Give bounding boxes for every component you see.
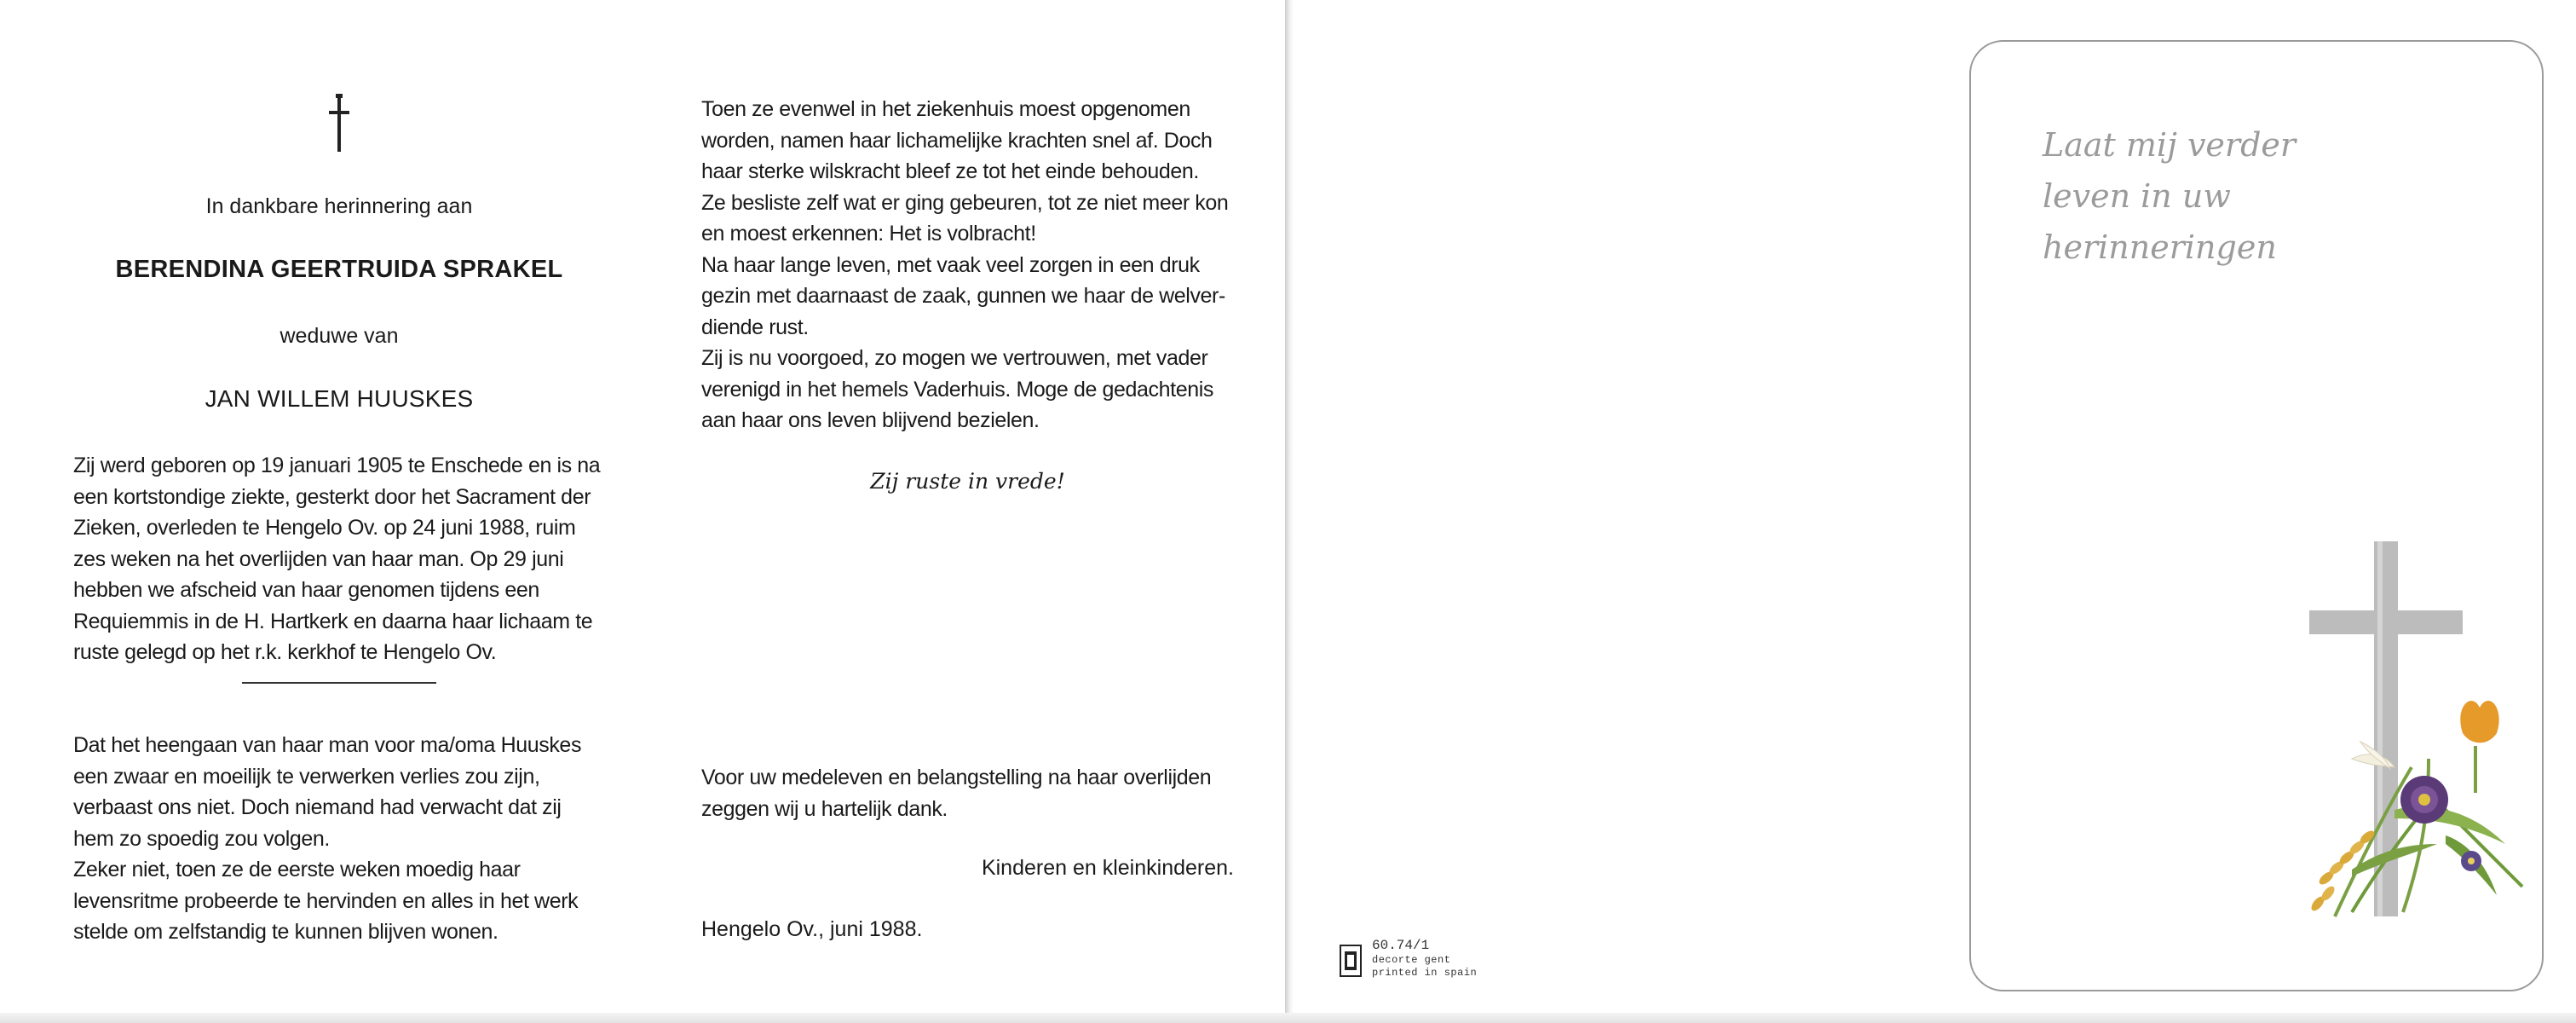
text-line: en moest erkennen: Het is volbracht! bbox=[701, 222, 1036, 246]
widow-label: weduwe van bbox=[279, 324, 399, 348]
verse-text bbox=[2043, 119, 2400, 273]
text-line: zes weken na het overlijden van haar man. Op 29 juni bbox=[73, 546, 564, 571]
text-line: Ze besliste zelf wat er ging gebeuren, tot ze niet meer kon bbox=[701, 190, 1229, 215]
memory-paragraph bbox=[73, 730, 605, 948]
text-line: een kortstondige ziekte, gesterkt door het Sacrament der bbox=[73, 484, 591, 509]
text-line: aan haar ons leven blijvend bezielen. bbox=[701, 408, 1040, 432]
text-line: haar sterke wilskracht bleef ze tot het einde behouden. bbox=[701, 159, 1199, 183]
thanks-paragraph bbox=[701, 762, 1234, 824]
text-line: gezin met daarnaast de zaak, gunnen we haar de welver- bbox=[701, 284, 1225, 308]
text-line: verbaast ons niet. Doch niemand had verwacht dat zij bbox=[73, 795, 562, 819]
biography-paragraph bbox=[73, 450, 605, 668]
card-code: 60.74/1 bbox=[1372, 938, 1430, 953]
text-line: Na haar lange leven, met vaak veel zorgen in een druk bbox=[701, 252, 1200, 277]
signature-children: Kinderen en kleinkinderen. bbox=[981, 856, 1234, 880]
verse-line: herinneringen bbox=[2043, 228, 2277, 266]
text-line: Toen ze evenwel in het ziekenhuis moest opgenomen bbox=[701, 97, 1190, 121]
spouse-name: JAN WILLEM HUUSKES bbox=[205, 385, 474, 412]
verse-line: Laat mij verder bbox=[2043, 126, 2297, 164]
text-line: Dat het heengaan van haar man voor ma/oma Huuskes bbox=[73, 733, 582, 757]
deceased-name: BERENDINA GEERTRUIDA SPRAKEL bbox=[115, 256, 563, 283]
printer-mark-icon bbox=[1340, 945, 1362, 977]
publisher-name: decorte gent bbox=[1372, 954, 1451, 966]
card-fold bbox=[1285, 0, 1294, 1023]
text-line: Voor uw medeleven en belangstelling na haar overlijden bbox=[701, 766, 1212, 789]
scan-bottom-edge bbox=[0, 1013, 2576, 1023]
divider-line bbox=[242, 682, 436, 684]
stamp-text bbox=[1372, 938, 1477, 980]
text-line: worden, namen haar lichamelijke krachten snel af. Doch bbox=[701, 128, 1213, 153]
text-line: levensritme probeerde te hervinden en alles in het werk bbox=[73, 888, 579, 913]
text-line: zeggen wij u hartelijk dank. bbox=[701, 796, 948, 821]
cross-icon bbox=[326, 94, 352, 153]
text-line: ruste gelegd op het r.k. kerkhof te Hengelo Ov. bbox=[73, 640, 497, 664]
printed-in: printed in spain bbox=[1372, 967, 1478, 979]
text-line: Zij werd geboren op 19 januari 1905 te Enschede en is na bbox=[73, 454, 601, 477]
intro-text: In dankbare herinnering aan bbox=[205, 194, 473, 218]
rest-in-peace: Zij ruste in vrede! bbox=[870, 469, 1065, 494]
cross-with-flowers-illustration bbox=[2301, 537, 2573, 938]
place-and-date: Hengelo Ov., juni 1988. bbox=[701, 917, 923, 941]
text-line: Zeker niet, toen ze de eerste weken moedig haar bbox=[73, 858, 521, 881]
text-line: stelde om zelfstandig te kunnen blijven wonen. bbox=[73, 920, 498, 944]
text-line: Requiemmis in de H. Hartkerk en daarna haar lichaam te bbox=[73, 609, 593, 633]
text-line: Zieken, overleden te Hengelo Ov. op 24 juni 1988, ruim bbox=[73, 516, 576, 540]
text-line: Zij is nu voorgoed, zo mogen we vertrouwen, met vader bbox=[701, 346, 1208, 370]
text-line: verenigd in het hemels Vaderhuis. Moge de gedachtenis bbox=[701, 377, 1213, 402]
hospital-paragraph bbox=[701, 94, 1234, 436]
text-line: hem zo spoedig zou volgen. bbox=[73, 826, 330, 851]
text-line: diende rust. bbox=[701, 315, 809, 339]
printer-stamp bbox=[1340, 938, 1510, 989]
text-line: een zwaar en moeilijk te verwerken verlies zou zijn, bbox=[73, 764, 540, 789]
verse-line: leven in uw bbox=[2043, 177, 2231, 215]
text-line: hebben we afscheid van haar genomen tijdens een bbox=[73, 578, 539, 602]
